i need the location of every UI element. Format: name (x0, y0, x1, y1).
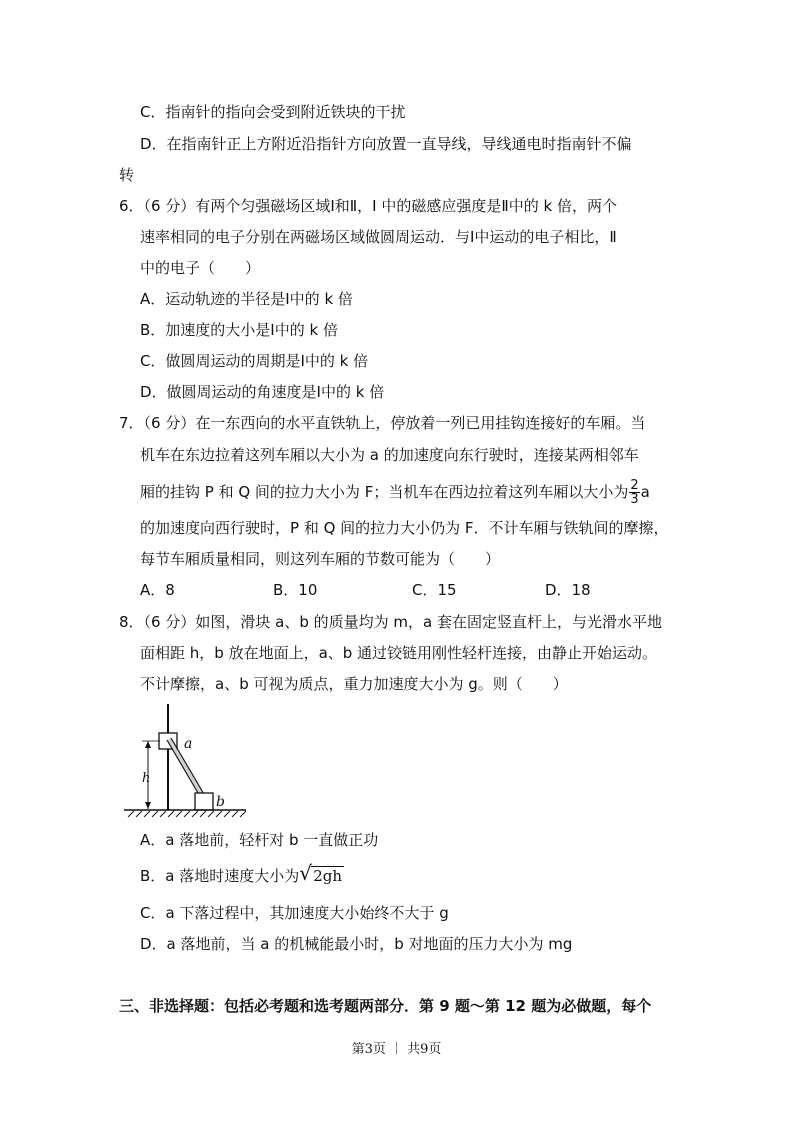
q8-stem-line2: 面相距 h，b 放在地面上，a、b 通过铰链用刚性轻杆连接，由静止开始运动。 (140, 644, 658, 662)
q7-stem-line1: 7．（6 分）在一东西向的水平直铁轨上，停放着一列已用挂钩连接好的车厢。当 (119, 414, 646, 432)
slider-b (195, 793, 213, 810)
q7-stem-line4: 的加速度向西行驶时，P 和 Q 间的拉力大小仍为 F．不计车厢与铁轨间的摩擦， (140, 519, 669, 537)
q7-option-a: A．8 (140, 581, 175, 599)
q8-stem-line3: 不计摩擦，a、b 可视为质点，重力加速度大小为 g。则（ ） (140, 675, 568, 693)
q6-stem-line3: 中的电子（ ） (140, 259, 261, 277)
page-footer: 第3页 ｜ 共9页 (351, 1042, 442, 1057)
label-h: h (142, 771, 151, 786)
q8-figure (118, 702, 250, 820)
q6-option-c: C．做圆周运动的周期是Ⅰ中的 k 倍 (140, 352, 369, 370)
q6-stem-line1: 6．（6 分）有两个匀强磁场区域Ⅰ和Ⅱ，I 中的磁感应强度是Ⅱ中的 k 倍，两个 (119, 197, 617, 215)
q6-option-d: D．做圆周运动的角速度是Ⅰ中的 k 倍 (140, 383, 385, 401)
q7-option-b: B．10 (273, 581, 318, 599)
q6-stem-line2: 速率相同的电子分别在两磁场区域做圆周运动．与Ⅰ中运动的电子相比，Ⅱ (140, 228, 617, 246)
q7-stem-line3: 厢的挂钩 P 和 Q 间的拉力大小为 F；当机车在西边拉着这列车厢以大小为 $\frac{2}{3}$ a (140, 478, 650, 507)
q6-option-b: B．加速度的大小是Ⅰ中的 k 倍 (140, 321, 338, 339)
q8-option-d: D．a 落地前，当 a 的机械能最小时，b 对地面的压力大小为 mg (140, 935, 573, 953)
q8-option-c: C．a 下落过程中，其加速度大小始终不大于 g (140, 904, 449, 922)
q7-stem-line5: 每节车厢质量相同，则这列车厢的节数可能为（ ） (140, 550, 501, 568)
q5-option-d: D．在指南针正上方附近沿指针方向放置一直导线，导线通电时指南针不偏 (140, 135, 632, 153)
q8-stem-line1: 8．（6 分）如图，滑块 a、b 的质量均为 m，a 套在固定竖直杆上，与光滑水平地 (119, 613, 662, 631)
label-b: b (216, 794, 225, 810)
q7-option-d: D．18 (545, 581, 591, 599)
q6-option-a: A．运动轨迹的半径是Ⅰ中的 k 倍 (140, 290, 353, 308)
q7-stem-line2: 机车在东边拉着这列车厢以大小为 a 的加速度向东行驶时，连接某两相邻车 (140, 446, 639, 464)
q8-option-b: B．a 落地时速度大小为 √ 2gh (140, 861, 343, 885)
q5-option-c: C．指南针的指向会受到附近铁块的干扰 (140, 103, 406, 121)
label-a: a (184, 736, 193, 752)
section-3-heading: 三、非选择题：包括必考题和选考题两部分．第 9 题～第 12 题为必做题，每个 (119, 997, 652, 1015)
fraction-two-thirds: $\frac{2}{3}$ (630, 478, 639, 507)
q7-option-c: C．15 (412, 581, 457, 599)
q8-option-a: A．a 落地前，轻杆对 b 一直做正功 (140, 831, 379, 849)
q5-option-d-wrap: 转 (119, 166, 135, 184)
sqrt-expression: √ 2gh (299, 861, 343, 885)
